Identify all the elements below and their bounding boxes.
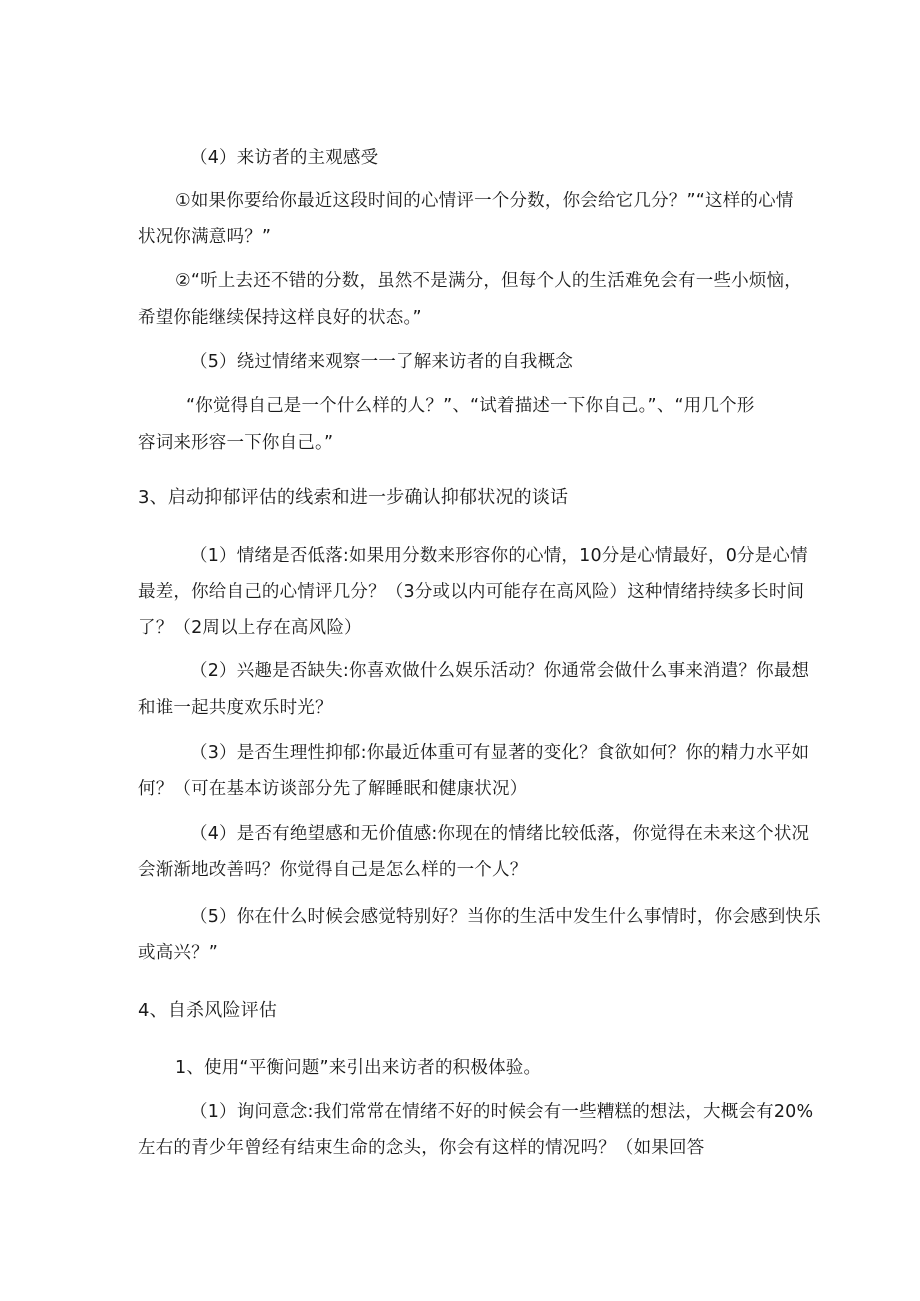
- paragraph-line: 和谁一起共度欢乐时光？: [138, 698, 333, 718]
- paragraph-line: ②“听上去还不错的分数，虽然不是满分，但每个人的生活难免会有一些小烦恼，: [175, 271, 802, 291]
- paragraph-line: ①如果你要给你最近这段时间的心情评一个分数，你会给它几分？”“这样的心情: [175, 191, 794, 211]
- paragraph-line: 容词来形容一下你自己。”: [138, 433, 334, 453]
- paragraph-line: （2）兴趣是否缺失:你喜欢做什么娱乐活动？你通常会做什么事来消遣？你最想: [190, 661, 810, 681]
- paragraph-line: “你觉得自己是一个什么样的人？”、“试着描述一下你自己。”、“用几个形: [186, 396, 755, 416]
- paragraph-line: （4）是否有绝望感和无价值感:你现在的情绪比较低落，你觉得在未来这个状况: [190, 824, 810, 844]
- paragraph-line: 最差，你给自己的心情评几分？（3分或以内可能存在高风险）这种情绪持续多长时间: [138, 582, 805, 602]
- paragraph-line: 希望你能继续保持这样良好的状态。”: [138, 308, 422, 328]
- paragraph-line: 何？（可在基本访谈部分先了解睡眠和健康状况）: [138, 779, 528, 799]
- subsection-heading: 1、使用“平衡问题”来引出来访者的积极体验。: [175, 1058, 542, 1078]
- paragraph-line: （1）询问意念:我们常常在情绪不好的时候会有一些糟糕的想法，大概会有20%: [190, 1102, 814, 1122]
- paragraph-line: （3）是否生理性抑郁:你最近体重可有显著的变化？食欲如何？你的精力水平如: [190, 743, 810, 763]
- section-heading: 4、自杀风险评估: [138, 1000, 278, 1021]
- subsection-heading: （5）绕过情绪来观察一一了解来访者的自我概念: [190, 352, 574, 372]
- paragraph-line: 或高兴？”: [138, 943, 219, 963]
- paragraph-line: 会渐渐地改善吗？你觉得自己是怎么样的一个人？: [138, 860, 528, 880]
- paragraph-line: 状况你满意吗？”: [138, 227, 272, 247]
- subsection-heading: （4）来访者的主观感受: [190, 148, 379, 168]
- section-heading: 3、启动抑郁评估的线索和进一步确认抑郁状况的谈话: [138, 487, 569, 508]
- paragraph-line: 左右的青少年曾经有结束生命的念头，你会有这样的情况吗？（如果回答: [138, 1138, 705, 1158]
- paragraph-line: 了？（2周以上存在高风险）: [138, 618, 362, 638]
- paragraph-line: （1）情绪是否低落:如果用分数来形容你的心情，10分是心情最好，0分是心情: [190, 546, 808, 566]
- paragraph-line: （5）你在什么时候会感觉特别好？当你的生活中发生什么事情时，你会感到快乐: [190, 907, 821, 927]
